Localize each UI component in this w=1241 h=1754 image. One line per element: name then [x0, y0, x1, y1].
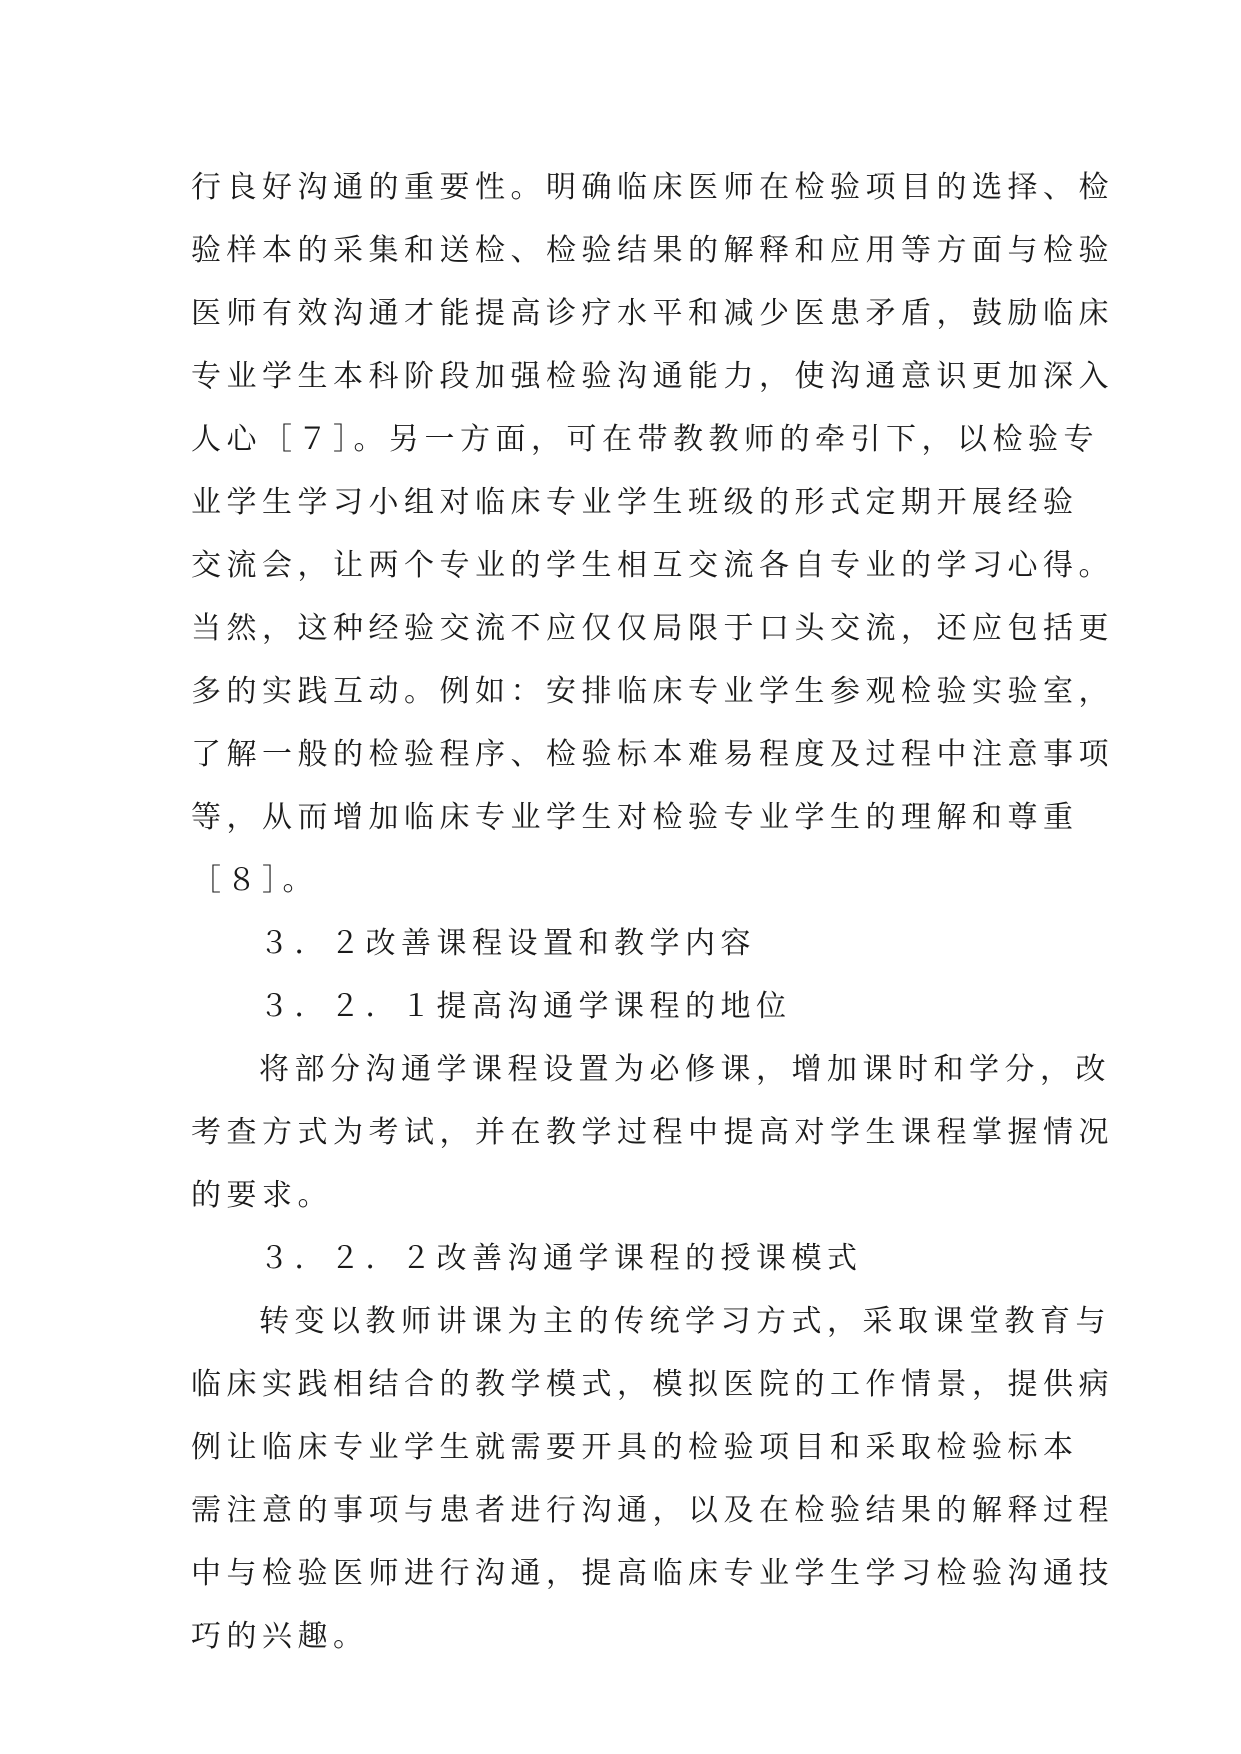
paragraph-required-courses	[191, 1038, 1114, 1227]
text-line: 巧的兴趣。	[191, 1619, 369, 1654]
text-line: ［８］。	[191, 863, 318, 898]
section-heading-3-2-1: ３．２．１提高沟通学课程的地位	[259, 989, 792, 1024]
text-line: 考查方式为考试，并在教学过程中提高对学生课程掌握情况	[191, 1115, 1114, 1150]
text-line: 行良好沟通的重要性。明确临床医师在检验项目的选择、检	[191, 170, 1114, 205]
text-line: 了解一般的检验程序、检验标本难易程度及过程中注意事项	[191, 737, 1114, 772]
text-line: 例让临床专业学生就需要开具的检验项目和采取检验标本	[191, 1430, 1079, 1465]
text-line: 医师有效沟通才能提高诊疗水平和减少医患矛盾，鼓励临床	[191, 296, 1114, 331]
text-line: 需注意的事项与患者进行沟通，以及在检验结果的解释过程	[191, 1493, 1114, 1528]
text-line: 人心［７］。另一方面，可在带教教师的牵引下，以检验专	[191, 422, 1099, 457]
text-line: 验样本的采集和送检、检验结果的解释和应用等方面与检验	[191, 233, 1114, 268]
text-line: 交流会，让两个专业的学生相互交流各自专业的学习心得。	[191, 548, 1114, 583]
text-line: 转变以教师讲课为主的传统学习方式，采取课堂教育与	[259, 1304, 1111, 1339]
text-line: 多的实践互动。例如：安排临床专业学生参观检验实验室，	[191, 674, 1114, 709]
text-line: 中与检验医师进行沟通，提高临床专业学生学习检验沟通技	[191, 1556, 1114, 1591]
text-line: 业学生学习小组对临床专业学生班级的形式定期开展经验	[191, 485, 1079, 520]
text-line: 临床实践相结合的教学模式，模拟医院的工作情景，提供病	[191, 1367, 1114, 1402]
text-line: 的要求。	[191, 1178, 333, 1213]
text-line: 将部分沟通学课程设置为必修课，增加课时和学分，改	[259, 1052, 1111, 1087]
text-line: 专业学生本科阶段加强检验沟通能力，使沟通意识更加深入	[191, 359, 1114, 394]
document-body	[191, 156, 1114, 1668]
paragraph-continued	[191, 156, 1114, 912]
paragraph-teaching-mode	[191, 1290, 1114, 1668]
section-heading-3-2-2: ３．２．２改善沟通学课程的授课模式	[259, 1241, 863, 1276]
text-line: 等，从而增加临床专业学生对检验专业学生的理解和尊重	[191, 800, 1079, 835]
text-line: 当然，这种经验交流不应仅仅局限于口头交流，还应包括更	[191, 611, 1114, 646]
section-heading-3-2: ３．２改善课程设置和教学内容	[259, 926, 756, 961]
